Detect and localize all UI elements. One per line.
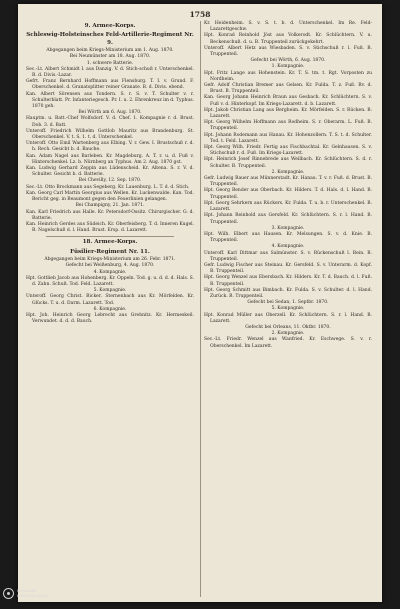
caption-line: Gefecht bei Wörth, 6. Aug. 1870. [250,58,326,64]
section-heading: Füsilier-Regiment Nr. 11. [70,248,150,255]
caption-line: Abgegangen beim Kriegs-Ministerium am 26. Febr. 1871. [44,257,176,263]
caption-line: Bei Chevilly, 12. Sep. 1870. [78,178,142,184]
casualty-entry: Hpt. Konrad Müller aus Oberzell. Kr. Schlüchtern. S. r. l. Hand. B. Lazarett. [204,312,372,324]
page-number: 1758 [189,10,211,19]
casualty-entry: Gefrt. Franz Bernhard Hoffmann aus Flensburg. T. I. v. Grund. F. Oberschenkel. d. Granatsplitter reiner Granate. B. d. Divis. ebend. [26,79,194,91]
casualty-entry: Sec.-Lt. Friedr. Wenzel aus Wanfried. Kr. Eschwege. S. v. r. Oberschenkel. Im Lazarett. [204,337,372,349]
casualty-entry: Kan. Heinrich Gerdes aus Südeich. Kr. Oberfeisberg. T. d. Inneren Kugel. B. Nagelschuß d. l. Hand. Brust. Ersp. d. Lazarett. [26,221,194,234]
casualty-entry: Gefr. Ludwig Fischer aus Steinau. Kr. Gersfeld. S. v. Unterarm. d. Kopf. B. Truppenteil. [204,262,372,275]
casualty-entry: Kan. Ludwig Gerhard Zeppin aus Lüdenscheid. Kr. Altena. S. r. V. d. Schulter. Gesicht b. d. Batterie. [26,166,194,178]
caption-line: 2. Kompagnie. [271,169,305,175]
caption-line: 2. Kompagnie. [271,331,305,337]
caption-line: Bei Neumünster am 18. Aug. 1870. [69,54,151,60]
casualty-entry: Gefr. Ludwig Bauer aus Münnerstadt. Kr. Hanau. T. v. r. Fuß. d. Brust. B. Truppenteil. [204,176,372,188]
column-divider [200,21,201,597]
casualty-entry: Hpt. Georg Sehrkern aus Rückers. Kr. Fulda. T. u. b. r. Unterschenkel. B. Lazarett. [204,200,372,213]
casualty-entry: Hauptm. u. Batt.-Chef Wolfsdorf. V. d. Chef. 1. Kompagnie r. d. Brust. Dob. 3. d. Batt. [26,116,194,128]
casualty-entry: Hpt. Jakob Christian Lang aus Bergheim. Kr. Mörfelden. S. r. Rücken. B. Lazarett. [204,107,372,120]
casualty-entry: Sec.-Lt. Otto Brockmann aus Segeberg. Kr. Lauenburg. L. T. d. d. Stich. [26,184,190,190]
library-logo [3,586,59,602]
casualty-entry: Sec.-Lt. Albert Schmidt I. aus Danzig. V. d. Stich-schuß r. Unterschenkel. B. d. Divis.-Lazar. [26,66,194,79]
library-seal-icon [3,588,14,599]
casualty-entry: Kan. Georg Johann Heinrich Braun aus Gesbach. Kr. Schlüchtern. S. v. Fuß v. d. Hinterkopf. Im Kriegs-Lazarett. d. b. Lazarett. [204,95,372,107]
casualty-entry: Unteroff. Friedrich Wilhelm Gottlob Mauritz aus Brandenburg. St. Oberschenkel. V. t. S. 1. t. d. Unterschenkel. [26,128,194,141]
casualty-entry: Kan. Georg Carl Martin Georgius aus Wellen. Kr. Luckenwalde. Kan. Tod. Bericht geg. in Beaumont gegen den Feuerlinien gelangen. [26,190,194,203]
casualty-entry: Hpt. Georg Schmitt aus Bimbach. Kr. Fulda. S. v. Schulter. d. l. Hand. Zurück. B. Truppenteil. [204,287,372,299]
casualty-entry: Hpt. Georg Wenzel aus Ebersbach. Kr. Hilders. Kr. T. d. Bauch. d. l. Fuß. B. Truppenteil. [204,275,372,287]
casualty-entry: Hpt. Konrad Reinhold Jöst aus Volkerodt. Kr. Schlüchtern. V. u. Beckenschuß. d. u. B. Truppenteil zurückgekehrt. [204,33,372,45]
casualty-entry: Hpt. Wilh. Elbert aus Hausen. Kr. Melsungen. S. v. d. Knie. B. Truppenteil. [204,231,372,244]
caption-line: 4. Kompagnie. [271,244,305,250]
casualty-entry: Unteroff. Otto Emil Wartenberg aus Elbing. V. r. Gew. I. Brustschuß r. d. h. Rech. Gesicht b. d. Bauche. [26,141,194,153]
caption-line: 4. Kompagnie. [93,269,127,275]
caption-line: 6. Kompagnie. [93,306,127,312]
casualty-entry: Hpt. Joh. Heinrich Georg Lebrecht aus Grebnitz. Kr. Hermeskeil. Verwundet. d. d. d. Bauch. [26,312,194,325]
casualty-entry: Hpt. Fritz Lange aus Hohenstein. Kr. T. S. tm. t. Rgt. Vorposten zu Nordheim. [204,70,372,82]
casualty-entry: Hpt. Georg Wilhelm Hoffmann aus Rodheim. S. r. Oberarm. L. Fuß. B. Truppenteil. [204,120,372,132]
casualty-entry: Hpt. Johann Reinhold aus Gersfeld. Kr. Schlüchtern. S. r. l. Hand. B. Truppenteil. [204,213,372,225]
logo-text-line1: Universität [17,589,37,593]
section-heading: 9. Armee-Korps. [84,23,136,29]
right-column [204,21,372,350]
section-divider [46,236,174,237]
caption-line: Bei Champigny, 21. Jan. 1871. [75,203,145,209]
casualty-entry: Hpt. Heinrich Josef Rinnebrede aus Weilbach. Kr. Schlüchtern. S. d. r. Schulter. B. Truppenteil. [204,157,372,169]
left-column [26,21,194,325]
caption-line: 5. Kompagnie. [93,288,127,294]
caption-line: 5. Kompagnie. [271,306,305,312]
casualty-entry: Kan. Karl Friedrich aus Halle. Kr. Petersdorf-Ossitz. Chirurgischer. G. d. Batterie. [26,209,194,221]
casualty-entry: Hpt. Georg Bender aus Oberbach. Kr. Hilders. T. d. Hals. d. l. Hand. B. Truppenteil. [204,188,372,200]
casualty-entry: Gefr. Adolf Christian Bremer aus Gelsen. Kr. Fulda. T. z. Fuß. Rv. d. Brust. B. Truppenteil. [204,83,372,95]
casualty-entry: Kr. Heidenheim. S. v. S. t. b. d. Unterschenkel. Im Re. Feld-Lazarettgeschw. [204,21,372,33]
casualty-entry: Kan. Adam Nagel aus Barleben. Kr. Magdeburg. A. T. r. u. d. Fuß v. Hinterschenkel. Lz. b. Nürnberg an Typhus. Am 2. Aug. 1870 gst. [26,153,194,165]
section-heading: Schleswig-Holsteinsches Feld-Artillerie-Regiment Nr. 9. [26,32,194,46]
caption-line: 3. Kompagnie. [271,225,305,231]
document-page [18,4,382,602]
casualty-entry: Unteroff. Karl Dittmar aus Salmünster. S. v. Rückenschuß l. Bein. B. Truppenteil. [204,250,372,262]
casualty-entry: Hpt. Georg Wilh. Friedr. Fertig aus Fischbachtal. Kr. Gelnhausen. S. v. Stichschuß r. d. Fuß. Im Kriegs-Lazarett. [204,145,372,157]
casualty-entry: Kan. Albert Sörensen aus Tondern. S. r. S. v. T. Schulter v. r. Schulterblatt. Pr. Infanteriegesch. Pr. I. u. 2. Ehrenkreuz im d. Typhus. 1870 geh. [26,91,194,110]
section-heading: 18. Armee-Korps. [82,239,138,246]
caption-line: Abgegangen beim Kriegs-Ministerium am 1. Aug. 1870. [46,48,174,54]
caption-line: Bei Wörth am 6. Aug. 1870. [78,110,142,116]
casualty-entry: Hpt. Gottlieb Jacob aus Hohenberg. Kr. Oppeln. Tod. g. u. d. d. d. Hals. S. d. Zahn. Schuß. Tod. Feld. Lazarett. [26,275,194,287]
caption-line: 1. Kompagnie. [271,64,305,70]
caption-line: 1. schwere Batterie. [86,60,134,66]
casualty-entry: Unteroff. Albert Hetz aus Wiesbaden. S. v. Stichschuß r. l. Fuß. B. Truppenteil. [204,45,372,58]
casualty-entry: Hpt. Johann Rodemann aus Hanau. Kr. Hohenzollern. T. S. t. d. Schulter. Tod. t. Feld. Lazarett. [204,132,372,144]
caption-line: Gefecht bei Weißenburg, 4. Aug. 1870. [65,263,155,269]
caption-line: Gefecht bei Sedan, 1. Septbr. 1870. [247,300,329,306]
casualty-entry: Unteroff. Georg Christ. Bicker. Sternenbach aus Kr. Mörfelden. Kr. Glücks. T. u. d. Darm. Lazarett. Tod. [26,294,194,306]
caption-line: Gefecht bei Orleans, 11. Oktbr. 1870. [245,324,331,330]
logo-text-line2: Halle-Wittenberg [17,594,48,598]
